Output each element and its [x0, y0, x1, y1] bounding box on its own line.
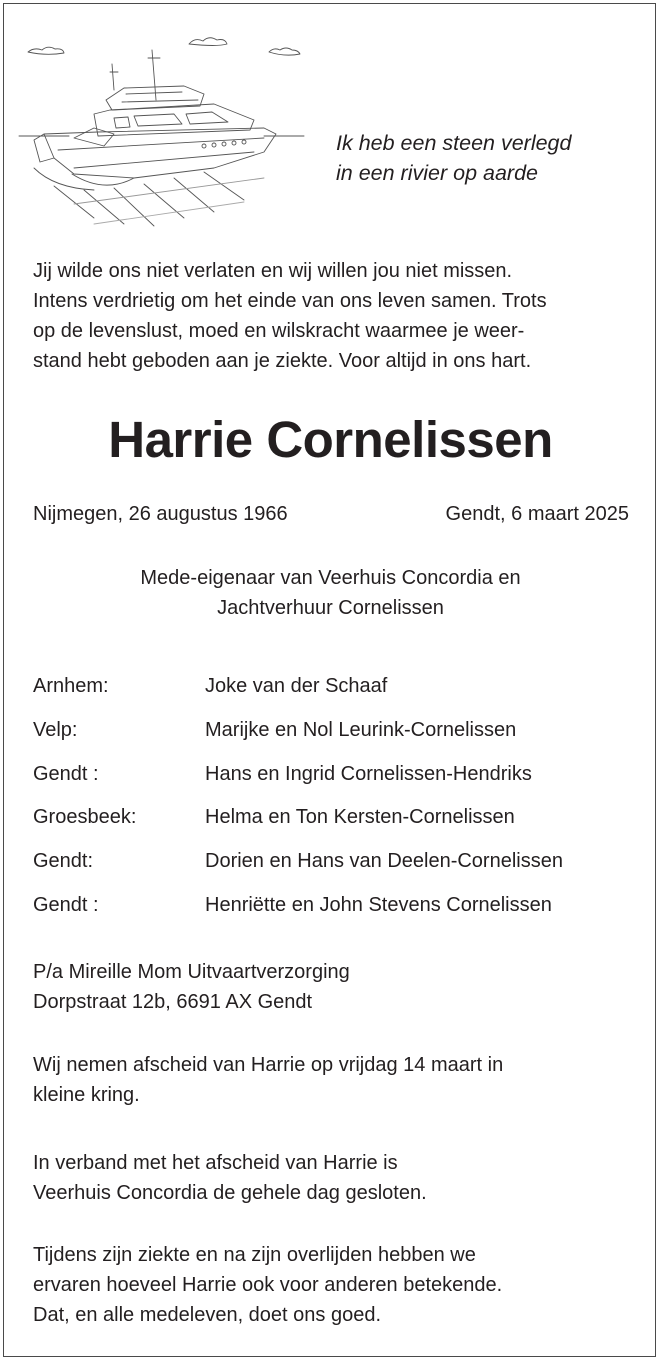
- thanks-line: Dat, en alle medeleven, doet ons goed.: [33, 1304, 382, 1326]
- death-place-date: Gendt, 6 maart 2025: [445, 503, 629, 525]
- closure-line: In verband met het afscheid van Harrie is: [33, 1152, 398, 1174]
- role-description: [0, 563, 661, 623]
- farewell-notice: [33, 1050, 503, 1110]
- closure-notice: [33, 1148, 427, 1208]
- family-names: Marijke en Nol Leurink-Cornelissen: [205, 718, 517, 741]
- correspondence-address: [33, 957, 350, 1017]
- thanks-line: Tijdens zijn ziekte en na zijn overlijden hebben we: [33, 1244, 476, 1266]
- family-names: Joke van der Schaaf: [205, 675, 388, 697]
- intro-paragraph: [33, 256, 547, 376]
- farewell-line: kleine kring.: [33, 1084, 140, 1106]
- closure-line: Veerhuis Concordia de gehele dag gesloten.: [33, 1182, 427, 1204]
- family-names: Dorien en Hans van Deelen-Cornelissen: [205, 850, 563, 873]
- birth-place-date: Nijmegen, 26 augustus 1966: [33, 503, 288, 525]
- quote: [336, 128, 571, 188]
- intro-line: Jij wilde ons niet verlaten en wij willen jou niet missen.: [33, 260, 513, 282]
- farewell-line: Wij nemen afscheid van Harrie op vrijdag 14 maart in: [33, 1054, 504, 1076]
- intro-line: op de levenslust, moed en wilskracht waarmee je weer-: [33, 320, 525, 342]
- address-line: P/a Mireille Mom Uitvaartverzorging: [33, 961, 350, 983]
- thanks-line: ervaren hoeveel Harrie ook voor anderen betekende.: [33, 1274, 503, 1296]
- quote-line: Ik heb een steen verlegd: [336, 131, 572, 155]
- address-line: Dorpstraat 12b, 6691 AX Gendt: [33, 991, 313, 1013]
- family-place: Velp:: [33, 718, 78, 741]
- family-names: Hans en Ingrid Cornelissen-Hendriks: [205, 762, 532, 785]
- yacht-illustration: [14, 28, 314, 238]
- family-names: Helma en Ton Kersten-Cornelissen: [205, 806, 515, 829]
- quote-line: in een rivier op aarde: [336, 161, 538, 185]
- family-place: Gendt :: [33, 762, 99, 785]
- family-place: Groesbeek:: [33, 806, 137, 829]
- thanks-paragraph: [33, 1240, 502, 1330]
- family-place: Gendt :: [33, 893, 99, 916]
- role-line: Jachtverhuur Cornelissen: [217, 597, 444, 619]
- family-place: Arnhem:: [33, 675, 109, 697]
- deceased-name: Harrie Cornelissen: [108, 411, 553, 468]
- intro-line: Intens verdrietig om het einde van ons leven samen. Trots: [33, 290, 547, 312]
- family-names: Henriëtte en John Stevens Cornelissen: [205, 893, 552, 916]
- role-line: Mede-eigenaar van Veerhuis Concordia en: [140, 567, 521, 589]
- intro-line: stand hebt geboden aan je ziekte. Voor altijd in ons hart.: [33, 350, 532, 372]
- family-place: Gendt:: [33, 850, 94, 873]
